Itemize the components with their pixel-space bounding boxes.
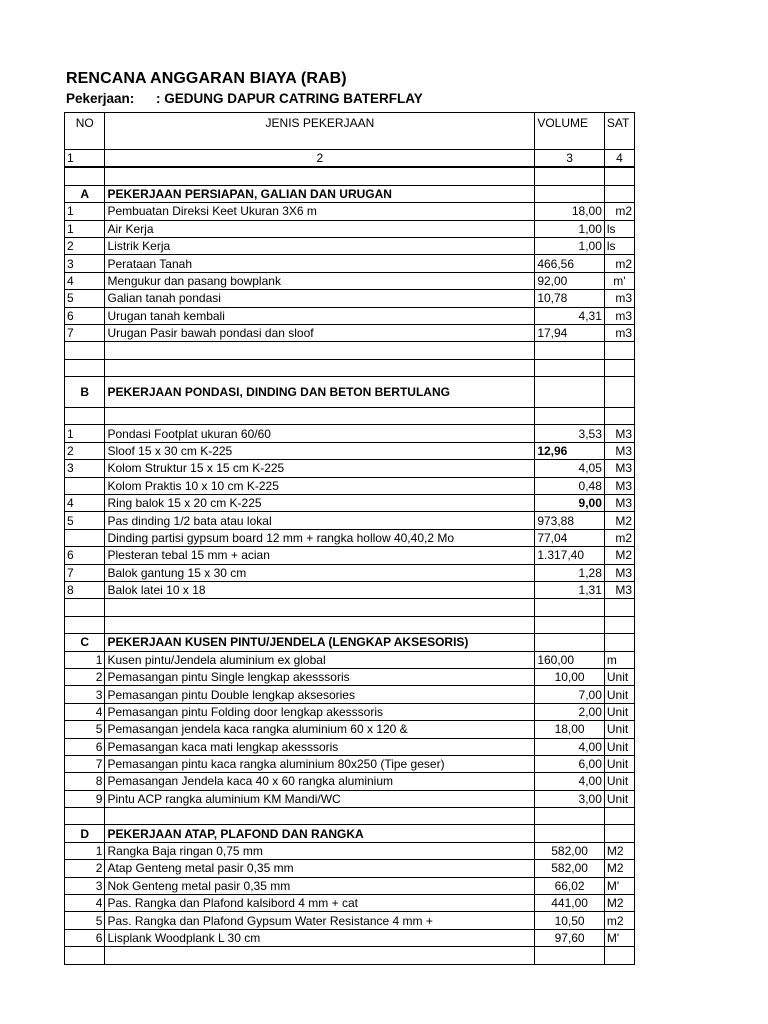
cell-unit: ls (604, 220, 634, 237)
cell-volume (535, 408, 605, 425)
cell-job: Balok gantung 15 x 30 cm (105, 564, 535, 581)
cell-unit: M2 (604, 860, 634, 877)
cell-volume: 66,02 (535, 877, 605, 894)
cell-job: Rangka Baja ringan 0,75 mm (105, 842, 535, 859)
cell-volume (535, 167, 605, 185)
cell-no: 1 (65, 203, 105, 220)
table-row (65, 564, 635, 581)
cell-volume: 4,00 (535, 773, 605, 790)
colnum-unit: 4 (604, 150, 634, 168)
cell-unit: m (604, 651, 634, 668)
cell-no: 8 (65, 773, 105, 790)
cell-unit: M3 (604, 460, 634, 477)
cell-volume (535, 808, 605, 825)
colnum-volume: 3 (535, 150, 605, 168)
section-row (65, 634, 635, 651)
cell-unit: Unit (604, 755, 634, 772)
cell-unit: M3 (604, 442, 634, 459)
cell-volume (535, 825, 605, 842)
cell-volume: 9,00 (535, 495, 605, 512)
cell-unit (604, 408, 634, 425)
blank-row (65, 616, 635, 633)
table-row (65, 581, 635, 598)
section-row (65, 825, 635, 842)
table-row (65, 547, 635, 564)
cell-volume: 4,31 (535, 307, 605, 324)
cell-job (105, 167, 535, 185)
cell-job: Air Kerja (105, 220, 535, 237)
section-letter: C (65, 634, 105, 651)
cell-unit: M2 (604, 512, 634, 529)
table-row (65, 460, 635, 477)
section-title: PEKERJAAN KUSEN PINTU/JENDELA (LENGKAP AKSESORIS) (105, 634, 535, 651)
table-row (65, 203, 635, 220)
table-row (65, 290, 635, 307)
cell-unit (604, 359, 634, 376)
section-letter: A (65, 185, 105, 202)
cell-job: Atap Genteng metal pasir 0,35 mm (105, 860, 535, 877)
cell-job (105, 599, 535, 616)
cell-no: 1 (65, 220, 105, 237)
cell-no: 4 (65, 495, 105, 512)
cell-unit: M' (604, 929, 634, 946)
cell-no: 2 (65, 237, 105, 254)
header-unit: SAT (604, 113, 634, 150)
cell-volume: 4,00 (535, 738, 605, 755)
cell-job: Balok latei 10 x 18 (105, 581, 535, 598)
cell-unit: M2 (604, 842, 634, 859)
cell-unit: Unit (604, 686, 634, 703)
cell-volume: 10,00 (535, 668, 605, 685)
table-row (65, 668, 635, 685)
cell-unit (604, 185, 634, 202)
cell-no: 9 (65, 790, 105, 807)
table-row (65, 255, 635, 272)
cell-volume (535, 599, 605, 616)
cell-job: Urugan Pasir bawah pondasi dan sloof (105, 324, 535, 341)
cell-job (105, 342, 535, 359)
cell-job: Pemasangan kaca mati lengkap akesssoris (105, 738, 535, 755)
cell-no (65, 167, 105, 185)
cell-job: Pemasangan pintu Folding door lengkap akesssoris (105, 703, 535, 720)
cell-unit: M2 (604, 547, 634, 564)
project-label: Pekerjaan: (66, 91, 135, 106)
cell-job: Pembuatan Direksi Keet Ukuran 3X6 m (105, 203, 535, 220)
cell-unit: Unit (604, 703, 634, 720)
cell-volume (535, 634, 605, 651)
cell-job: Galian tanah pondasi (105, 290, 535, 307)
cell-job (105, 808, 535, 825)
section-title: PEKERJAAN PERSIAPAN, GALIAN DAN URUGAN (105, 185, 535, 202)
section-letter: D (65, 825, 105, 842)
cell-job: Lisplank Woodplank L 30 cm (105, 929, 535, 946)
blank-row (65, 408, 635, 425)
project-name: : GEDUNG DAPUR CATRING BATERFLAY (156, 91, 423, 106)
cell-unit: m2 (604, 912, 634, 929)
cell-job: Kolom Struktur 15 x 15 cm K-225 (105, 460, 535, 477)
cell-unit: M2 (604, 895, 634, 912)
cell-unit (604, 808, 634, 825)
cell-volume: 10,50 (535, 912, 605, 929)
cell-no: 4 (65, 272, 105, 289)
blank-row (65, 599, 635, 616)
table-row (65, 237, 635, 254)
table-row (65, 307, 635, 324)
blank-row (65, 359, 635, 376)
table-row (65, 512, 635, 529)
table-header-row (65, 113, 635, 150)
header-volume: VOLUME (535, 113, 605, 150)
cell-job: Pemasangan pintu kaca rangka aluminium 80x250 (Tipe geser) (105, 755, 535, 772)
document-title: RENCANA ANGGARAN BIAYA (RAB) (66, 70, 347, 87)
cell-no: 1 (65, 842, 105, 859)
rab-table (64, 112, 635, 965)
cell-job (105, 616, 535, 633)
table-row (65, 755, 635, 772)
colnum-job: 2 (105, 150, 535, 168)
cell-unit: M3 (604, 495, 634, 512)
cell-volume: 4,05 (535, 460, 605, 477)
cell-volume: 18,00 (535, 203, 605, 220)
cell-unit: m3 (604, 324, 634, 341)
cell-no: 6 (65, 307, 105, 324)
table-row (65, 738, 635, 755)
cell-no: 3 (65, 460, 105, 477)
cell-unit: Unit (604, 773, 634, 790)
cell-unit: ls (604, 237, 634, 254)
table-row (65, 877, 635, 894)
cell-unit: M3 (604, 477, 634, 494)
cell-unit: m2 (604, 203, 634, 220)
table-row (65, 651, 635, 668)
cell-job: Kusen pintu/Jendela aluminium ex global (105, 651, 535, 668)
cell-job: Dinding partisi gypsum board 12 mm + rangka hollow 40,40,2 Mo (105, 529, 535, 546)
cell-volume (535, 616, 605, 633)
cell-job: Perataan Tanah (105, 255, 535, 272)
table-row (65, 686, 635, 703)
cell-no (65, 342, 105, 359)
cell-job: Sloof 15 x 30 cm K-225 (105, 442, 535, 459)
cell-job: Pemasangan pintu Double lengkap aksesories (105, 686, 535, 703)
cell-volume: 6,00 (535, 755, 605, 772)
cell-no (65, 359, 105, 376)
cell-volume: 92,00 (535, 272, 605, 289)
table-row (65, 495, 635, 512)
cell-volume: 1,00 (535, 237, 605, 254)
cell-no: 5 (65, 721, 105, 738)
cell-job: Urugan tanah kembali (105, 307, 535, 324)
cell-no: 6 (65, 547, 105, 564)
header-job: JENIS PEKERJAAN (105, 113, 535, 150)
cell-volume (535, 359, 605, 376)
cell-job (105, 408, 535, 425)
cell-volume: 7,00 (535, 686, 605, 703)
cell-no: 3 (65, 255, 105, 272)
cell-job: Listrik Kerja (105, 237, 535, 254)
cell-no: 2 (65, 668, 105, 685)
cell-no: 5 (65, 290, 105, 307)
cell-job: Pas. Rangka dan Plafond Gypsum Water Resistance 4 mm + (105, 912, 535, 929)
cell-volume: 1,31 (535, 581, 605, 598)
cell-no: 4 (65, 703, 105, 720)
cell-job (105, 359, 535, 376)
table-row (65, 773, 635, 790)
section-title: PEKERJAAN ATAP, PLAFOND DAN RANGKA (105, 825, 535, 842)
cell-no: 1 (65, 425, 105, 442)
cell-job: Pondasi Footplat ukuran 60/60 (105, 425, 535, 442)
table-row (65, 929, 635, 946)
cell-job: Pemasangan jendela kaca rangka aluminium 60 x 120 & (105, 721, 535, 738)
table-row (65, 442, 635, 459)
cell-unit: Unit (604, 738, 634, 755)
blank-row (65, 167, 635, 185)
cell-unit: Unit (604, 790, 634, 807)
cell-volume: 973,88 (535, 512, 605, 529)
cell-volume (535, 947, 605, 964)
cell-no: 6 (65, 929, 105, 946)
cell-no (65, 947, 105, 964)
cell-unit: m3 (604, 307, 634, 324)
cell-volume: 12,96 (535, 442, 605, 459)
cell-no: 5 (65, 512, 105, 529)
cell-volume: 0,48 (535, 477, 605, 494)
cell-volume: 17,94 (535, 324, 605, 341)
table-row (65, 529, 635, 546)
cell-job: Ring balok 15 x 20 cm K-225 (105, 495, 535, 512)
cell-unit: M3 (604, 425, 634, 442)
cell-unit: m' (604, 272, 634, 289)
cell-job: Pintu ACP rangka aluminium KM Mandi/WC (105, 790, 535, 807)
cell-volume: 2,00 (535, 703, 605, 720)
cell-job: Pemasangan pintu Single lengkap akesssoris (105, 668, 535, 685)
cell-job (105, 947, 535, 964)
cell-unit (604, 599, 634, 616)
table-row (65, 860, 635, 877)
cell-job: Mengukur dan pasang bowplank (105, 272, 535, 289)
blank-row (65, 342, 635, 359)
cell-no: 7 (65, 755, 105, 772)
cell-no: 2 (65, 442, 105, 459)
cell-volume: 582,00 (535, 842, 605, 859)
cell-job: Kolom Praktis 10 x 10 cm K-225 (105, 477, 535, 494)
cell-unit: M3 (604, 564, 634, 581)
section-title: PEKERJAAN PONDASI, DINDING DAN BETON BERTULANG (105, 377, 535, 408)
cell-no (65, 408, 105, 425)
cell-no: 3 (65, 686, 105, 703)
cell-unit (604, 634, 634, 651)
cell-no (65, 616, 105, 633)
cell-volume: 160,00 (535, 651, 605, 668)
cell-no (65, 599, 105, 616)
cell-volume: 3,53 (535, 425, 605, 442)
table-row (65, 703, 635, 720)
cell-volume (535, 342, 605, 359)
cell-unit: m2 (604, 529, 634, 546)
cell-volume (535, 377, 605, 408)
cell-volume: 1,28 (535, 564, 605, 581)
cell-volume: 1,00 (535, 220, 605, 237)
table-row (65, 425, 635, 442)
cell-no: 5 (65, 912, 105, 929)
section-row (65, 377, 635, 408)
cell-unit: m2 (604, 255, 634, 272)
cell-volume: 1.317,40 (535, 547, 605, 564)
cell-no: 3 (65, 877, 105, 894)
cell-no: 7 (65, 324, 105, 341)
blank-row (65, 947, 635, 964)
table-row (65, 272, 635, 289)
cell-volume (535, 185, 605, 202)
cell-unit: Unit (604, 668, 634, 685)
cell-unit (604, 167, 634, 185)
table-row (65, 790, 635, 807)
table-row (65, 895, 635, 912)
cell-no: 1 (65, 651, 105, 668)
cell-volume: 10,78 (535, 290, 605, 307)
cell-no (65, 529, 105, 546)
cell-unit: M3 (604, 581, 634, 598)
cell-job: Plesteran tebal 15 mm + acian (105, 547, 535, 564)
cell-unit (604, 825, 634, 842)
cell-no (65, 808, 105, 825)
cell-unit: M' (604, 877, 634, 894)
section-row (65, 185, 635, 202)
cell-no: 4 (65, 895, 105, 912)
project-line (66, 91, 423, 106)
colnum-no: 1 (65, 150, 105, 168)
cell-volume: 18,00 (535, 721, 605, 738)
cell-volume: 441,00 (535, 895, 605, 912)
cell-volume: 77,04 (535, 529, 605, 546)
cell-volume: 97,60 (535, 929, 605, 946)
cell-unit: Unit (604, 721, 634, 738)
cell-no: 7 (65, 564, 105, 581)
cell-unit: m3 (604, 290, 634, 307)
cell-job: Pas. Rangka dan Plafond kalsibord 4 mm + cat (105, 895, 535, 912)
cell-no (65, 477, 105, 494)
table-row (65, 842, 635, 859)
blank-row (65, 808, 635, 825)
cell-volume: 466,56 (535, 255, 605, 272)
cell-job: Nok Genteng metal pasir 0,35 mm (105, 877, 535, 894)
table-row (65, 220, 635, 237)
cell-job: Pas dinding 1/2 bata atau lokal (105, 512, 535, 529)
cell-unit (604, 616, 634, 633)
cell-job: Pemasangan Jendela kaca 40 x 60 rangka aluminium (105, 773, 535, 790)
cell-no: 6 (65, 738, 105, 755)
table-row (65, 477, 635, 494)
column-number-row (65, 150, 635, 168)
cell-unit (604, 947, 634, 964)
cell-no: 8 (65, 581, 105, 598)
header-no: NO (65, 113, 105, 150)
cell-unit (604, 377, 634, 408)
cell-volume: 3,00 (535, 790, 605, 807)
section-letter: B (65, 377, 105, 408)
cell-no: 2 (65, 860, 105, 877)
cell-unit (604, 342, 634, 359)
table-row (65, 912, 635, 929)
rab-table-body (65, 113, 635, 965)
cell-volume: 582,00 (535, 860, 605, 877)
table-row (65, 324, 635, 341)
table-row (65, 721, 635, 738)
